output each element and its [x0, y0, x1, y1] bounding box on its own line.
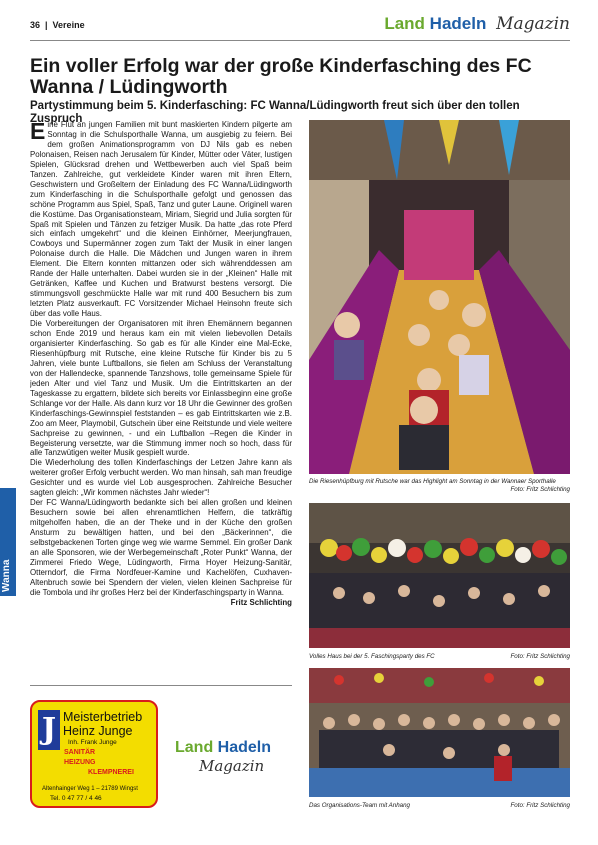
- page-number: 36 | Vereine: [30, 20, 85, 30]
- page-header: [30, 14, 570, 40]
- photo-2-credit: Foto: Fritz Schlichting: [510, 653, 570, 660]
- article-title: Ein voller Erfolg war der große Kinderfasching des FC Wanna / Lüdingworth: [30, 55, 532, 98]
- photo-bouncy-castle: [309, 120, 570, 474]
- photo-organisation-team-image: [309, 668, 570, 797]
- ad-line-5: HEIZUNG: [64, 759, 96, 766]
- paragraph-1: [30, 120, 292, 319]
- section-label: Vereine: [52, 20, 85, 30]
- ad-line-1: Meisterbetrieb: [63, 710, 143, 724]
- photo-full-hall-image: [309, 503, 570, 648]
- dropcap: E: [30, 120, 46, 144]
- photo-1-credit: Foto: Fritz Schlichting: [510, 486, 570, 493]
- ad-phone: Tel. 0 47 77 / 4 46: [50, 795, 102, 802]
- logo-hadeln-text: Hadeln: [429, 14, 487, 33]
- article-subtitle: Partystimmung beim 5. Kinderfasching: FC Wanna/Lüdingworth freut sich über den tollen Zuspruch: [30, 100, 520, 125]
- photo-organisation-team: [309, 668, 570, 797]
- photo-2-caption: [309, 653, 570, 663]
- ad-divider: [30, 685, 292, 686]
- logo-bottom-magazin: Magazin: [199, 757, 265, 775]
- paragraph-1-text: ine Flut an jungen Familien mit bunt maskierten Kindern pilgerte am Sonntag in die Schulsporthalle Wanna, um ausgiebig zu feiern. Bei dem großen Animationsprogramm von DJ Nils gab es neben Polonaisen, Reisen nach Jerusalem für Kinder, Mütter oder Väter, lustigen Spielen, Glücksrad drehen und Wettbewerben auch viel Spaß beim Tanzen. Zahlreiche, gut verkleidete Kinder waren mit ihren Eltern, Geschwistern und Großeltern der Einladung des FC Wanna/Lüdingworth zum Kinderfasching in die Schulsporthalle gefolgt und genossen das schöne Programm aus Spiel, Spaß, Tanz und guter Laune. Originell waren die Kostüme. Das Organisationsteam, Miriam, Siegrid und Julia sorgten für Spaß mit Spielen und Tänzen zu fetziger Musik. Da hatte „das rote Pferd sich einfach umgekehrt“ und die kleinen Einhörner, Meerjungfrauen, Cowboys und Supermänner zogen zum Takt der Musik in einer langen Polonaise durch die Halle. Die Mädchen und Jungen waren in ihrem Element. Die Eltern konnten mittanzen oder sich währenddessen am Rande der Halle unterhalten. Dabei wurden sie in der „Kleinen“ Halle mit Getränken, Kaffee und Kuchen und Bratwurst bestens versorgt. Die stimmungsvoll geschmückte Halle war mit rund 400 Besuchern bis zum letzten Platz ausverkauft. FC Vorsitzender Michael Heinsohn freute sich über das volle Haus.: [30, 120, 292, 319]
- page-number-value: 36: [30, 20, 41, 30]
- photo-1-caption-text: Die Riesenhüpfburg mit Rutsche war das Highlight am Sonntag in der Wannaer Sporthalle: [309, 478, 556, 485]
- magazine-logo-bottom: [175, 739, 285, 775]
- advertisement-junge: [30, 700, 158, 808]
- ad-line-2: Heinz Junge: [63, 724, 133, 738]
- photo-3-caption-text: Das Organisations-Team mit Anhang: [309, 802, 410, 809]
- ad-line-3: Inh. Frank Junge: [68, 739, 117, 746]
- photo-bouncy-castle-image: [309, 120, 570, 474]
- paragraph-2: Die Vorbereitungen der Organisatoren mit ihren Ehemännern begannen schon Ende 2019 und heraus kam ein mit vielen liebevollen Details organisierter Kinderfasching. So gab es für alle Kinder eine Mal-Ecke, Riesenhüpfburg mit Rutsche, eine kleine Rutsche für Kinder bis zu 5 Jahren, viele bunte Luftballons, sie fielen am Schluss der Veranstaltung von der Hallendecke, spannende Tanzshows, tolle gemeinsame Spiele für jeden Alter und viel Tanz und Musik. Um die Eintrittskarten an der Tageskasse zu ergattern, bildete sich bereits vor Einlassbeginn eine große Schlange vor der Halle. Als dann kurz vor 18 Uhr die Gewinner des großen Kinderfaschings-Gewinnspiel feststanden – es gab Eintrittskarten wie z.B. Zoo am Meer, Playmobil, Gutschein über eine Reitstunde und viele weitere Sachpreise zu gewinnen, - und ein Luftballon –Regen die Kinder in Begeisterung versetzte, war die Stimmung immer noch so hoch, dass für alle Tanzwütigen weiter Musik gespielt wurde.: [30, 319, 292, 458]
- logo-bottom-line1: [175, 739, 285, 757]
- photo-3-credit: Foto: Fritz Schlichting: [510, 802, 570, 809]
- ad-logo-letter: J: [38, 710, 60, 750]
- logo-bottom-hadeln: Hadeln: [217, 739, 272, 756]
- section-tab: [0, 488, 16, 596]
- article-body: [30, 120, 292, 675]
- paragraph-4: Der FC Wanna/Lüdingworth bedankte sich bei allen großen und kleinen Besuchern sowie bei allen ehrenamtlichen Helfern, die tatkräftig mitgeholfen haben, die an der Theke und in der Küche den großen Ansturm zu bewältigen hatten, und bei den „Bäckerinnen“, die selbstgebackenen Torten ginge weg wie warme Semmel. Ein großer Dank an alle Sponsoren, wie der Werbegemeinschaft „Roter Punkt“ Wanna, der Zimmerei Friedo Wege, Lüdingworth, Firma Hoyer Heizung-Sanitär, Otterndorf, die Firma Nordfeuer-Kamine und Kachelöfen, Cuxhaven-Altenbruch sowie bei Spendern der vielen, vielen kleinen Sachpreise für die Tombola und ihr großes Herz bei der Kinderfaschingsparty in Wanna.: [30, 498, 292, 597]
- magazine-logo: [384, 14, 570, 34]
- ad-address: Altenhainger Weg 1 – 21789 Wingst: [42, 786, 138, 792]
- logo-land-text: Land: [384, 14, 425, 33]
- section-tab-label: Wanna: [1, 559, 12, 592]
- photo-full-hall: [309, 503, 570, 648]
- article-author: Fritz Schlichting: [230, 597, 292, 607]
- photo-3-caption: [309, 802, 570, 812]
- logo-bottom-land: Land: [175, 739, 214, 756]
- logo-magazin-text: Magazin: [496, 14, 570, 34]
- ad-line-4: SANITÄR: [64, 749, 96, 756]
- ad-line-6: KLEMPNEREI: [88, 769, 134, 776]
- photo-2-caption-text: Volles Haus bei der 5. Faschingsparty des FC: [309, 653, 435, 660]
- header-divider: [30, 40, 570, 41]
- paragraph-3: Die Wiederholung des tollen Kinderfaschings der Letzen Jahre kann als weiterer großer Erfolg verbucht werden. Wo man hinsah, sah man freudige Gesichter und es wurde viel Lob ausgesprochen. Zahlreiche Besucher sagten gleich: „Wir kommen nächstes Jahr wieder“!: [30, 458, 292, 498]
- photo-1-caption: [309, 478, 570, 498]
